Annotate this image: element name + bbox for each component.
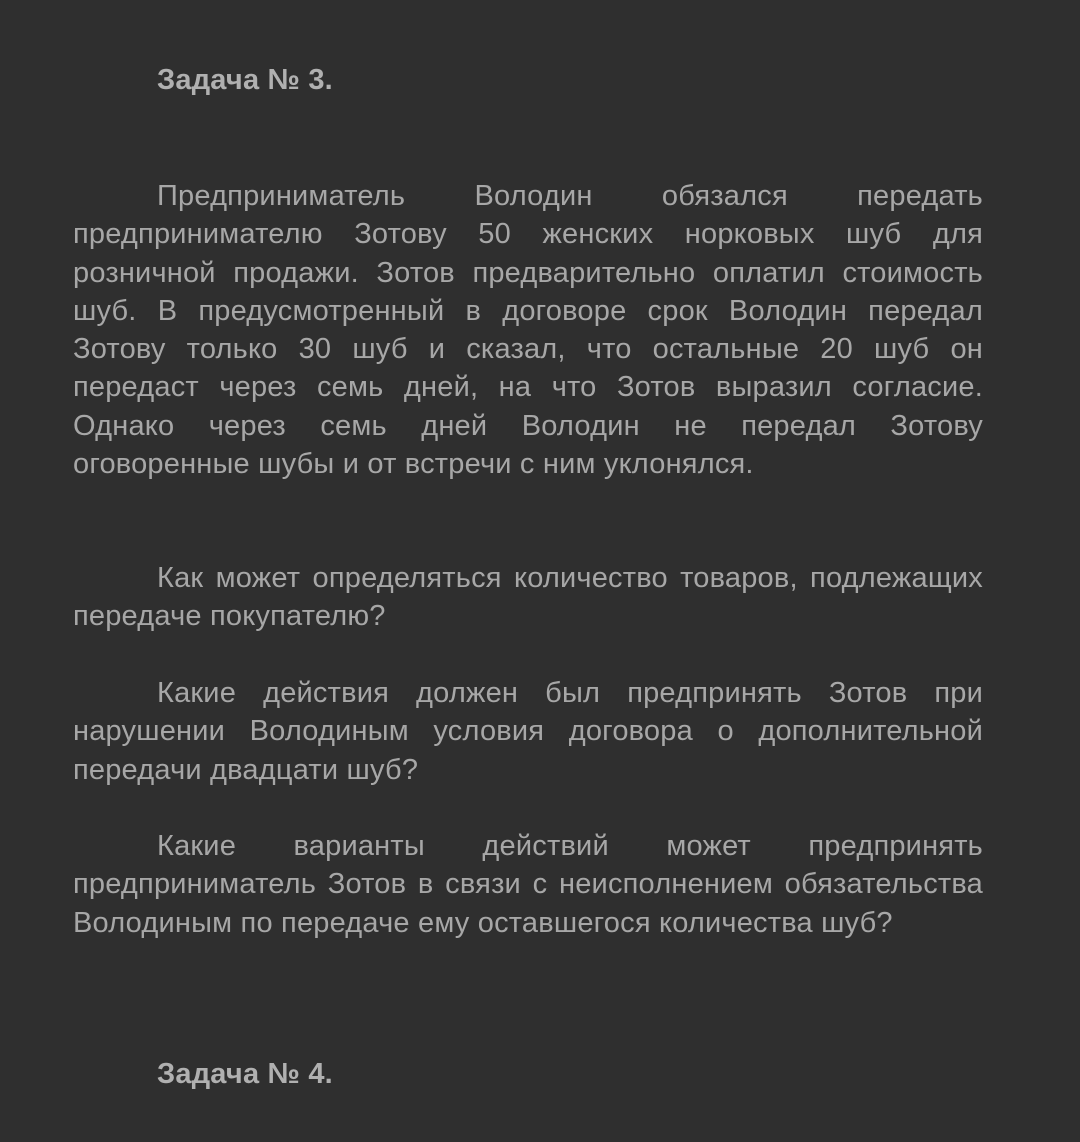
case-description-paragraph: Предприниматель Володин обязался передать предпринимателю Зотову 50 женских норковых шуб для розничной продажи. Зотов предварительно оплатил стоимость шуб. В предусмотренный в договоре срок Володин передал Зотову только 30 шуб и сказал, что остальные 20 шуб он передаст через семь дней, на что Зотов выразил согласие. Однако через семь дней Володин не передал Зотову оговоренные шубы и от встречи с ним уклонялся.: [73, 180, 983, 481]
task-4-heading: Задача № 4.: [157, 1058, 333, 1090]
question-1-paragraph: Как может определяться количество товаров, подлежащих передаче покупателю?: [73, 562, 983, 633]
question-3-paragraph: Какие варианты действий может предпринять предприниматель Зотов в связи с неисполнением обязательства Володиным по передаче ему оставшегося количества шуб?: [73, 830, 983, 939]
task-3-heading: Задача № 3.: [157, 64, 333, 96]
question-2-paragraph: Какие действия должен был предпринять Зотов при нарушении Володиным условия договора о дополнительной передачи двадцати шуб?: [73, 677, 983, 786]
